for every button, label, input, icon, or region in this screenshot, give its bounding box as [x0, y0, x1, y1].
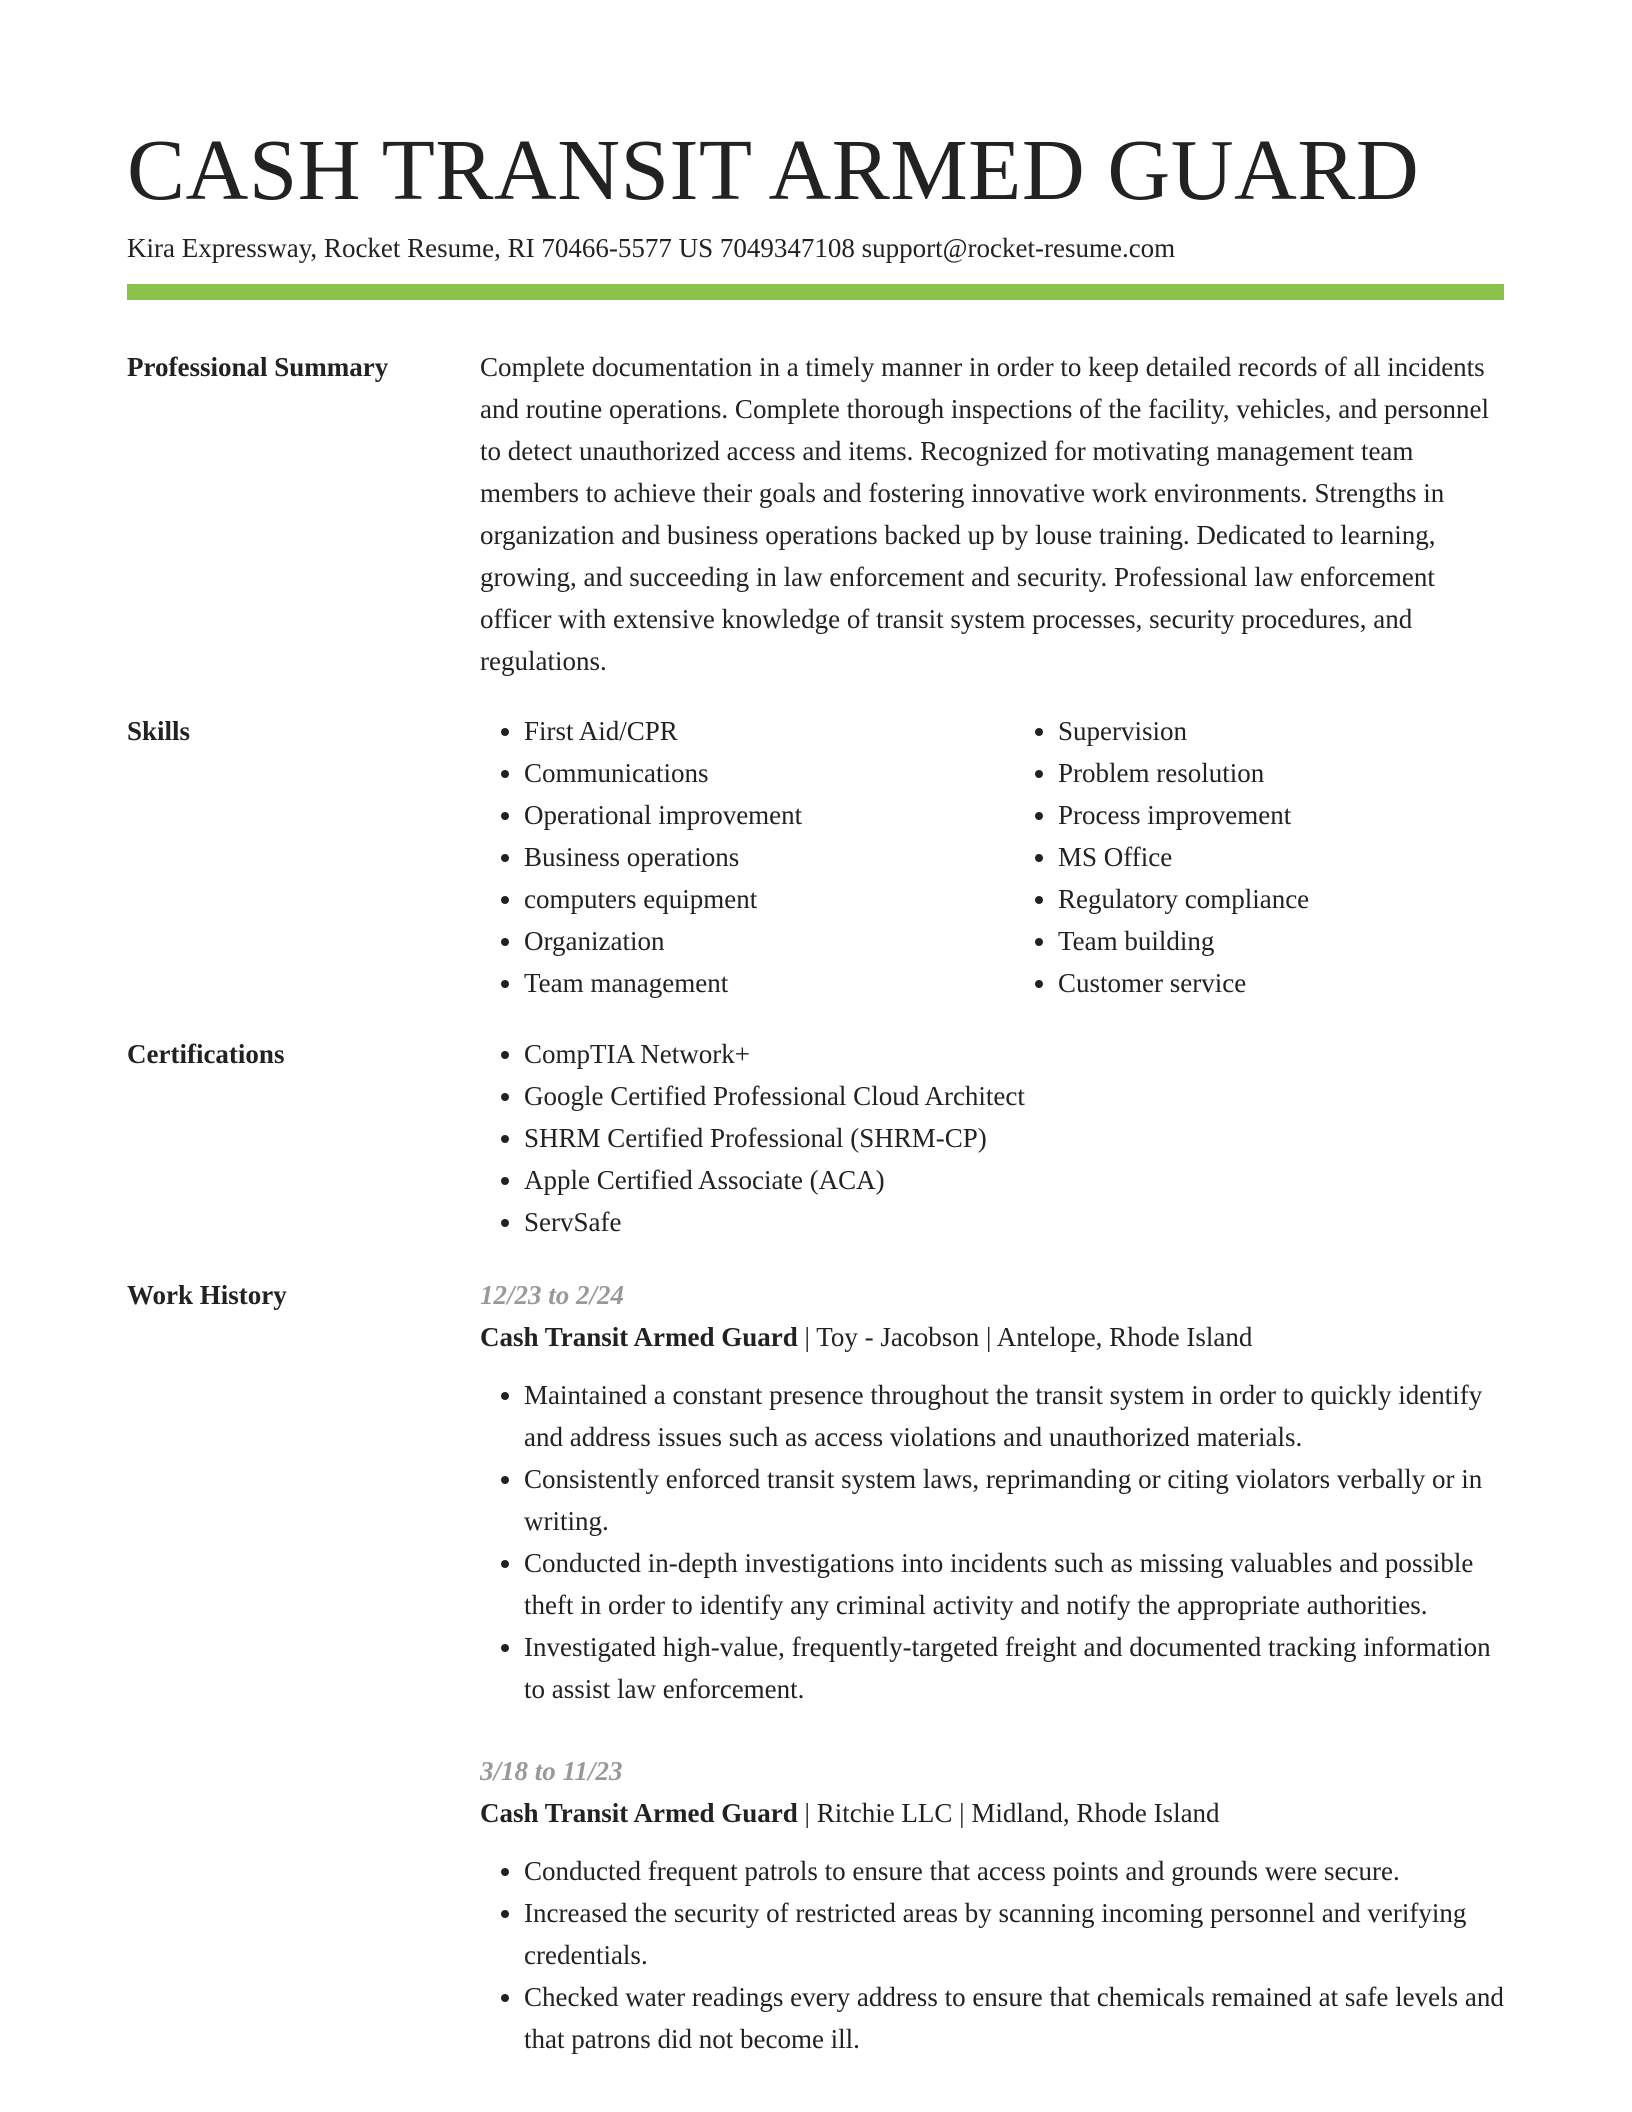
skills-list-right [1014, 710, 1504, 1004]
work-history-section-title: Work History [127, 1280, 287, 1310]
summary-text: Complete documentation in a timely manner in order to keep detailed records of all incidents and routine operations. Complete thorough inspections of the facility, vehicles, and personnel to detect unauthorized access and items. Recognized for motivating management team members to achieve their goals and fostering innovative work environments. Strengths in organization and business operations backed up by louse training. Dedicated to learning, growing, and succeeding in law enforcement and security. Professional law enforcement officer with extensive knowledge of transit system processes, security procedures, and regulations. [480, 352, 1489, 676]
job-dates: 12/23 to 2/24 [480, 1280, 625, 1310]
work-history-section-body [480, 1274, 1504, 2060]
skill-item: • Business operations [524, 836, 970, 878]
contact-info: Kira Expressway, Rocket Resume, RI 70466-5577 US 7049347108 support@rocket-resume.com [127, 233, 1176, 263]
skill-item: • Regulatory compliance [1058, 878, 1504, 920]
skill-item: • Team building [1058, 920, 1504, 962]
skill-item: • Process improvement [1058, 794, 1504, 836]
job-title: Cash Transit Armed Guard [480, 1322, 798, 1352]
skill-item: • Problem resolution [1058, 752, 1504, 794]
skill-item: • computers equipment [524, 878, 970, 920]
job-entry [480, 1274, 1504, 1710]
job-entry [480, 1750, 1504, 2060]
job-employer-location: | Toy - Jacobson | Antelope, Rhode Island [797, 1322, 1253, 1352]
job-bullet: • Conducted frequent patrols to ensure that access points and grounds were secure. [524, 1850, 1504, 1892]
certification-item: • ServSafe [524, 1201, 1504, 1243]
skill-item: • Team management [524, 962, 970, 1004]
job-dates: 3/18 to 11/23 [480, 1756, 623, 1786]
job-bullet-list [480, 1850, 1504, 2060]
certification-item: • SHRM Certified Professional (SHRM-CP) [524, 1117, 1504, 1159]
skill-item: • Supervision [1058, 710, 1504, 752]
job-bullet: • Consistently enforced transit system laws, reprimanding or citing violators verbally or in writing. [524, 1458, 1504, 1542]
certification-item: • CompTIA Network+ [524, 1033, 1504, 1075]
skill-item: • MS Office [1058, 836, 1504, 878]
job-bullet: • Increased the security of restricted areas by scanning incoming personnel and verifying credentials. [524, 1892, 1504, 1976]
job-bullet: • Checked water readings every address to ensure that chemicals remained at safe levels and that patrons did not become ill. [524, 1976, 1504, 2060]
job-bullet: • Maintained a constant presence throughout the transit system in order to quickly identify and address issues such as access violations and unauthorized materials. [524, 1374, 1504, 1458]
skill-item: • Communications [524, 752, 970, 794]
skill-item: • Organization [524, 920, 970, 962]
job-bullet: • Conducted in-depth investigations into incidents such as missing valuables and possible theft in order to identify any criminal activity and notify the appropriate authorities. [524, 1542, 1504, 1626]
job-title-line [480, 1316, 1504, 1358]
skill-item: • First Aid/CPR [524, 710, 970, 752]
certifications-section-body [480, 1033, 1504, 1243]
skills-section-title: Skills [127, 716, 191, 746]
summary-section-body [480, 346, 1504, 682]
skills-columns [480, 710, 1504, 1004]
job-bullet: • Investigated high-value, frequently-targeted freight and documented tracking information to assist law enforcement. [524, 1626, 1504, 1710]
skills-list-left [480, 710, 970, 1004]
header-accent-rule [127, 284, 1504, 300]
resume-name-heading: CASH TRANSIT ARMED GUARD [127, 121, 1420, 218]
summary-section-title: Professional Summary [127, 352, 389, 382]
certifications-section-title: Certifications [127, 1039, 285, 1069]
job-title: Cash Transit Armed Guard [480, 1798, 798, 1828]
job-employer-location: | Ritchie LLC | Midland, Rhode Island [797, 1798, 1220, 1828]
skill-item: • Customer service [1058, 962, 1504, 1004]
skill-item: • Operational improvement [524, 794, 970, 836]
certification-item: • Google Certified Professional Cloud Architect [524, 1075, 1504, 1117]
job-title-line [480, 1792, 1504, 1834]
certification-item: • Apple Certified Associate (ACA) [524, 1159, 1504, 1201]
job-bullet-list [480, 1374, 1504, 1710]
certifications-list [480, 1033, 1504, 1243]
